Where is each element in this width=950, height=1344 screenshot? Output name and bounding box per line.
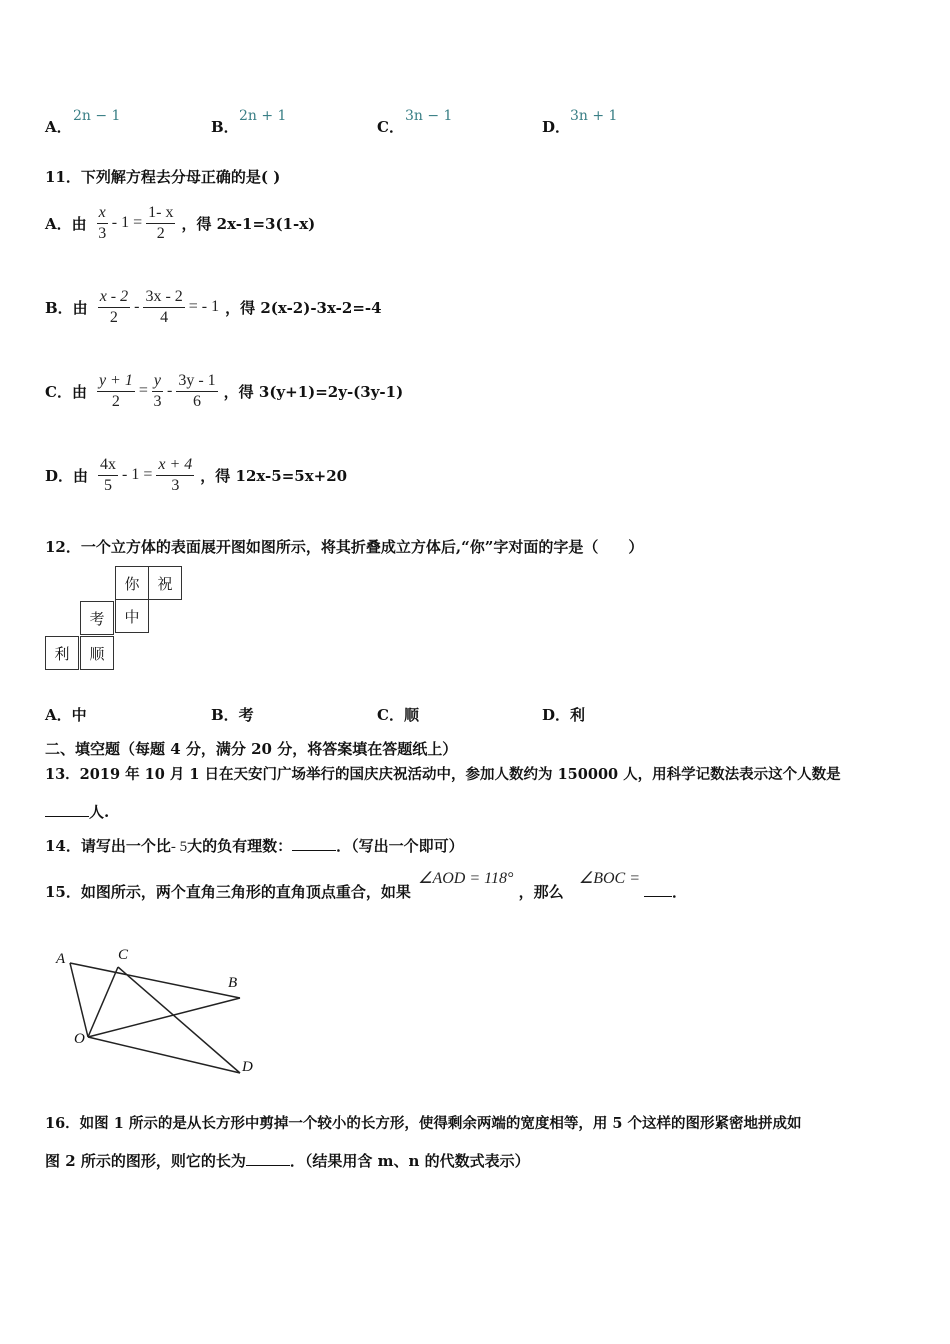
segment-od <box>88 1037 240 1073</box>
net-face-zhong: 中 <box>115 599 149 633</box>
q15-angle-aod: ∠AOD = 118° <box>418 870 514 887</box>
q10-option-b <box>211 108 287 137</box>
q12-option-b: B．考 <box>211 706 254 724</box>
q11-option-a <box>45 201 315 245</box>
q14-text-2: 大的负有理数： <box>187 837 293 855</box>
option-result: ，得 3(y+1)=2y-(3y-1) <box>223 382 404 401</box>
fraction-numerator: x - 2 <box>98 287 130 308</box>
q12-option-a: A．中 <box>45 706 87 724</box>
fraction-denominator: 2 <box>111 392 120 410</box>
fraction-numerator: 3y - 1 <box>176 371 217 392</box>
option-letter: A． <box>45 118 72 136</box>
q15-text: 15．如图所示，两个直角三角形的直角顶点重合，如果 <box>45 883 411 901</box>
q13-line2 <box>45 801 109 822</box>
option-letter: C． <box>377 118 404 136</box>
equation-operator: = <box>134 382 152 399</box>
equation <box>98 287 219 328</box>
fraction-numerator: 3x - 2 <box>143 287 184 308</box>
option-letter: D． <box>542 118 571 136</box>
q10-option-d <box>542 108 618 137</box>
equation <box>98 455 194 496</box>
fraction-numerator: 1- x <box>146 203 175 224</box>
option-value: 2n − 1 <box>73 108 121 124</box>
q16-line1: 16．如图 1 所示的是从长方形中剪掉一个较小的长方形，使得剩余两端的宽度相等，用 5 个这样的图形紧密地拼成如 <box>45 1115 802 1132</box>
q12-stem: 12．一个立方体的表面展开图如图所示，将其折叠成立方体后,“你”字对面的字是（ ） <box>45 538 644 556</box>
net-face-kao: 考 <box>80 601 114 635</box>
option-letter: B． <box>211 118 239 136</box>
equation-operator: - <box>130 298 144 315</box>
net-face-shun: 顺 <box>80 636 114 670</box>
label-b: B <box>228 975 238 991</box>
fraction-denominator: 3 <box>171 476 180 494</box>
fraction-denominator: 6 <box>192 392 201 410</box>
q13-line1: 13．2019 年 10 月 1 日在天安门广场举行的国庆庆祝活动中，参加人数约为 150000 人，用科学记数法表示这个人数是 <box>45 766 841 783</box>
option-letter: A．由 <box>45 214 87 233</box>
option-result: ，得 12x-5=5x+20 <box>200 466 348 485</box>
net-face-ni: 你 <box>115 566 149 600</box>
fraction-numerator: 4x <box>98 455 118 476</box>
option-letter: D．由 <box>45 466 89 485</box>
answer-blank[interactable] <box>246 1151 290 1166</box>
q16-text: 图 2 所示的图形，则它的长为 <box>45 1152 246 1170</box>
q15-triangle-figure <box>50 945 270 1085</box>
segment-ob <box>88 998 240 1037</box>
label-o: O <box>74 1031 85 1047</box>
segment-oc <box>88 967 118 1037</box>
fraction-numerator: x + 4 <box>156 455 194 476</box>
option-value: 3n + 1 <box>570 108 618 124</box>
q14-math: - 5 <box>170 839 188 855</box>
fraction-denominator: 2 <box>109 308 118 326</box>
q15-text-2: ，那么 <box>518 883 564 901</box>
option-value: 3n − 1 <box>405 108 453 124</box>
answer-blank[interactable] <box>644 882 672 897</box>
segment-cd <box>118 967 240 1073</box>
section-heading: 二、填空题（每题 4 分，满分 20 分，将答案填在答题纸上） <box>45 740 458 758</box>
net-face-li: 利 <box>45 636 79 670</box>
answer-blank[interactable] <box>45 802 89 817</box>
q15-line <box>45 870 687 902</box>
q16-tail: ．（结果用含 m、n 的代数式表示） <box>289 1152 530 1170</box>
net-face-zhu: 祝 <box>148 566 182 600</box>
fraction-denominator: 3 <box>153 392 162 410</box>
answer-blank[interactable] <box>292 836 336 851</box>
fraction-denominator: 3 <box>98 224 107 242</box>
q11-option-d <box>45 453 347 497</box>
option-result: ，得 2(x-2)-3x-2=-4 <box>225 298 382 317</box>
fraction-numerator: y <box>152 371 163 392</box>
q15-angle-boc: ∠BOC = <box>578 870 644 887</box>
equation <box>97 203 176 244</box>
equation-operator: - 1 = <box>118 466 157 483</box>
q13-unit: 人. <box>89 803 110 821</box>
fraction-denominator: 5 <box>104 476 113 494</box>
fraction-numerator: x <box>97 203 108 224</box>
label-c: C <box>118 947 129 963</box>
equation-operator: - <box>163 382 177 399</box>
option-result: ，得 2x-1=3(1-x) <box>181 214 316 233</box>
q12-option-c: C．顺 <box>377 706 419 724</box>
cube-net-figure <box>45 566 190 672</box>
triangles-diagram <box>50 945 270 1085</box>
q11-stem: 11．下列解方程去分母正确的是( ) <box>45 168 281 186</box>
equation-tail: = - 1 <box>184 298 220 315</box>
option-letter: B．由 <box>45 298 88 317</box>
q10-option-a <box>45 108 121 137</box>
q12-option-d: D．利 <box>542 706 586 724</box>
segment-ao <box>70 963 88 1037</box>
q14-line <box>45 835 464 856</box>
option-value: 2n + 1 <box>239 108 287 124</box>
label-d: D <box>242 1059 253 1075</box>
q16-line2 <box>45 1150 530 1171</box>
q11-option-c <box>45 369 403 413</box>
q14-text: 14．请写出一个比 <box>45 837 171 855</box>
segment-ab <box>70 963 240 998</box>
q11-option-b <box>45 285 382 329</box>
fraction-numerator: y + 1 <box>97 371 135 392</box>
label-a: A <box>56 951 66 967</box>
fraction-denominator: 2 <box>156 224 165 242</box>
option-letter: C．由 <box>45 382 87 401</box>
q10-option-c <box>377 108 453 137</box>
q15-tail: ． <box>671 883 687 901</box>
equation <box>97 371 218 412</box>
equation-operator: - 1 = <box>107 214 147 231</box>
fraction-denominator: 4 <box>160 308 169 326</box>
q14-tail: ．（写出一个即可） <box>336 837 464 855</box>
